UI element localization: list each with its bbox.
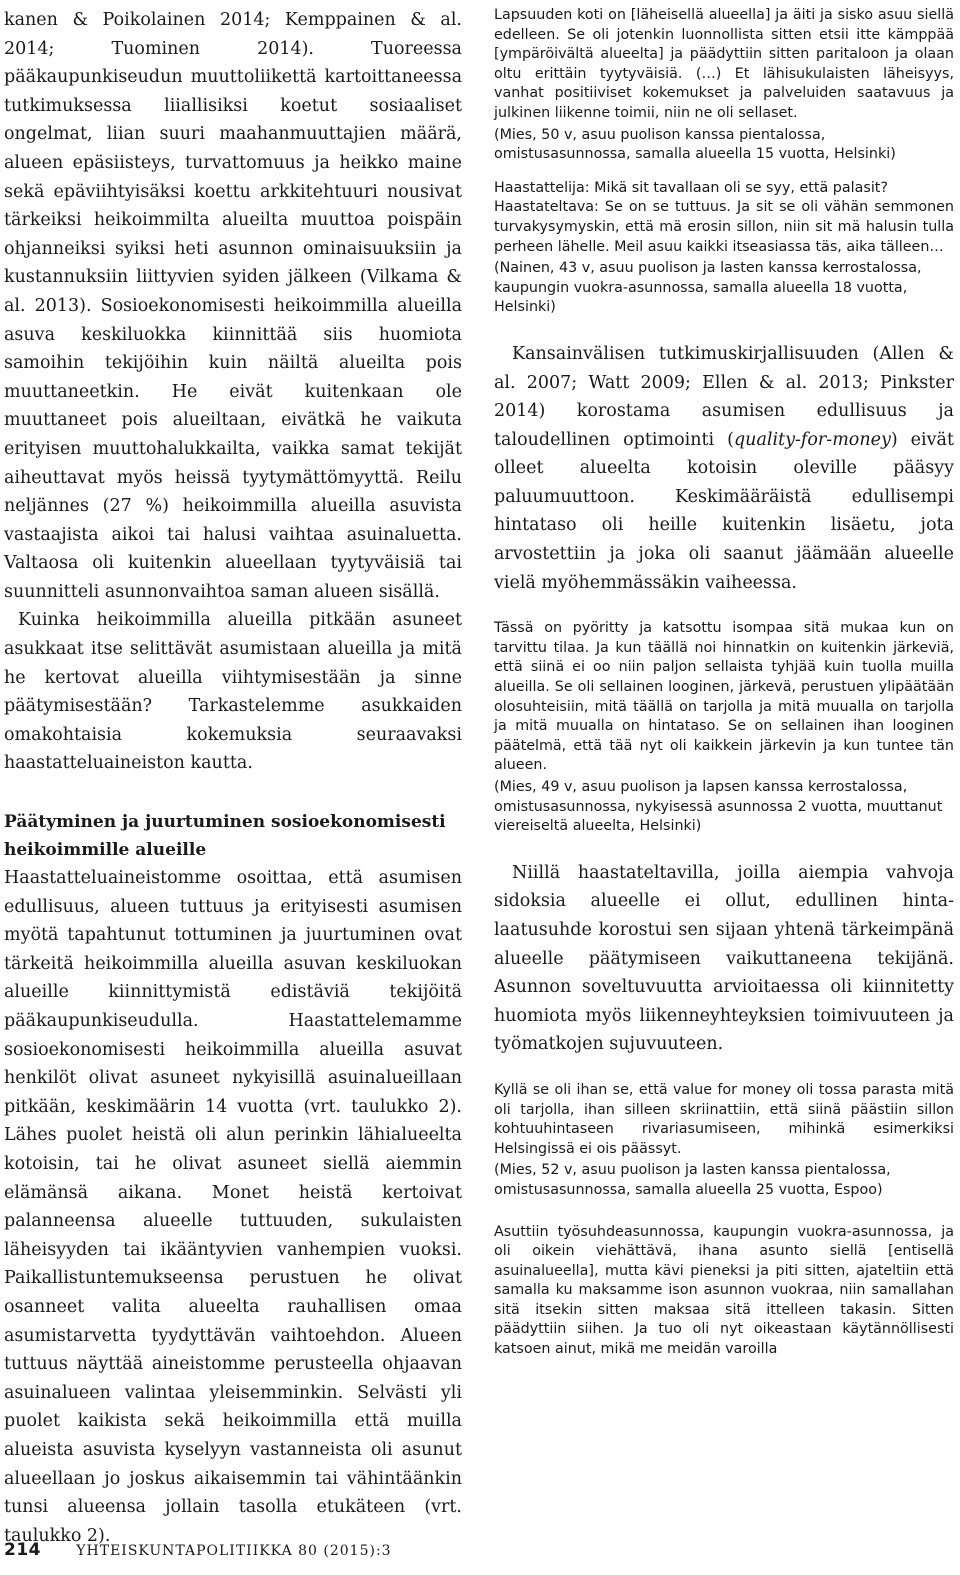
- interview-quote-1: [494, 6, 954, 165]
- emphasis-term: quality-for-money: [733, 429, 891, 450]
- paragraph-text: ) eivät olleet alueelta kotoisin oleville pääsyy paluumuuttoon. Keskimääräistä edullisempi hintataso oli heille kuitenkin lisäetu, jota arvostettiin ja joka oli saanut jäämään alueelle vielä myöhemmässäkin vaiheessa.: [494, 429, 954, 593]
- quote-text: Asuttiin työsuhdeasunnossa, kaupungin vuokra-asunnossa, ja oli oikein viehättävä, ihana asunto siellä [entisellä asuinalueella], mutta kävi pieneksi ja piti sitten, ajateltiin että samalla ku maksamme ison asunnon vuokraa, niin samallahan sitä itsekin sitten maksaa sitä ittelleen takasin. Sitten päädyttiin siihen. Ja tuo oli nyt oikeastaan käytännöllisesti katsoen ainut, mikä me meidän varoilla: [494, 1223, 954, 1358]
- quote-attribution: (Mies, 50 v, asuu puolison kanssa pientalossa, omistusasunnossa, samalla alueella 15 vuotta, Helsinki): [494, 126, 896, 163]
- paragraph-text: Kansainvälisen tutkimuskirjallisuuden (Allen & al. 2007; Watt 2009; Ellen & al. 2013; Pinkster 2014) korostama asumisen edullisuus ja taloudellinen optimointi (: [494, 343, 954, 450]
- paragraph-text: Niillä haastateltavilla, joilla aiempia vahvoja sidoksia alueelle ei ollut, edullinen hinta-laatusuhde korostui sen sijaan yhtenä tärkeimpänä alueelle päätymiseen vaikuttaneena tekijänä. Asunnon soveltuvuutta arvioitaessa oli kiinnitetty huomiota myös liikenneyhteyksien toimivuuteen ja työmatkojen sujuvuuteen.: [494, 862, 954, 1055]
- quote-attribution: (Mies, 49 v, asuu puolison ja lapsen kanssa kerrostalossa, omistusasunnossa, nykyisessä asunnossa 2 vuotta, muuttanut viereiseltä alueelta, Helsinki): [494, 779, 943, 835]
- quote-text: Lapsuuden koti on [läheisellä alueella] ja äiti ja sisko asuu siellä edelleen. Se oli jotenkin luonnollista sitten etsii itte kämppää [ympäröivältä alueelta] ja päädyttiin sitten paritaloon ja olaan oltu erittäin tyytyväisiä. (…) Et lähisukulaisten läheisyys, vanhat positiiviset kokemukset ja palveluiden saatavuus ja julkinen liikenne toimii, niin ne oli sellaset.: [494, 7, 954, 121]
- left-column: [4, 6, 462, 1550]
- body-paragraph-3: Haastatteluaineistomme osoittaa, että asumisen edullisuus, alueen tuttuus ja erityisesti asumisen myötä tapahtunut tottuminen ja juurtuminen ovat tärkeitä heikoimmilla alueilla asuvan keskiluokan alueille kiinnittymistä edistäviä tekijöitä pääkaupunkiseudulla. Haastattelemamme sosioekonomisesti heikoimmilla alueilla asuvat henkilöt olivat asuneet nykyisillä asuinalueillaan pitkään, keskimäärin 14 vuotta (vrt. taulukko 2). Lähes puolet heistä oli alun perinkin lähialueelta kotoisin, tai he olivat asuneet siellä aiemmin elämänsä aikana. Monet heistä kertoivat palanneensa alueelle tuttuuden, sukulaisten läheisyyden tai ikääntyvien vanhempien vuoksi. Paikallistuntemukseensa perustuen he olivat osanneet valita alueelta rauhallisen omaa asumistarvetta tyydyttävän vaihtoehdon. Alueen tuttuus näyttää aineistomme perusteella ohjaavan asuinalueen valintaa yleisemminkin. Selvästi yli puolet kaikista sekä heikoimmilla että muilla alueista asuvista kyselyyn vastanneista oli asunut alueellaan jo joskus aikaisemmin tai vähintäänkin tunsi alueensa jollain tasolla etukäteen (vrt. taulukko 2).: [4, 868, 462, 1546]
- body-paragraph-5: [494, 859, 954, 1059]
- interview-quote-5: [494, 1223, 954, 1360]
- quote-text: Haastateltava: Se on se tuttuus. Ja sit se oli vähän semmonen turvakysymyskin, että mä erosin sillon, niin sit mä halusin tulla perheen lähelle. Meil asuu kaikki itseasiassa täs, aika tälleen…: [494, 199, 954, 255]
- interview-quote-4: [494, 1081, 954, 1201]
- page-number: 214: [4, 1540, 41, 1560]
- quote-interviewer-line: Haastattelija: Mikä sit tavallaan oli se syy, että palasit?: [494, 179, 888, 196]
- journal-name: YHTEISKUNTAPOLITIIKKA 80 (2015):3: [76, 1543, 392, 1559]
- section-heading: Päätyminen ja juurtuminen sosioekonomisesti heikoimmille alueille: [4, 812, 446, 861]
- body-paragraph-4: [494, 340, 954, 597]
- interview-quote-3: [494, 619, 954, 837]
- quote-attribution: (Mies, 52 v, asuu puolison ja lasten kanssa pientalossa, omistusasunnossa, samalla alueella 25 vuotta, Espoo): [494, 1162, 891, 1198]
- interview-quote-2: [494, 179, 954, 318]
- page-footer: [4, 1540, 392, 1560]
- body-paragraph-1: kanen & Poikolainen 2014; Kemppainen & al. 2014; Tuominen 2014). Tuoreessa pääkaupunkiseudun muuttoliikettä kartoittaneessa tutkimuksessa liiallisiksi koetut sosiaaliset ongelmat, liian suuri maahanmuuttajien määrä, alueen epäsiisteys, turvattomuus ja heikko maine sekä epäviihtyisäksi koettu arkkitehtuuri nousivat tärkeiksi heikoimmilta alueilta muuttoa poispäin ohjanneiksi syiksi heti asunnon ominaisuuksiin ja kustannuksiin liittyvien syiden jälkeen (Vilkama & al. 2013). Sosioekonomisesti heikoimmilla alueilla asuva keskiluokka kiinnittää siis huomiota samoihin tekijöihin kuin näiltä alueilta pois muuttaneetkin. He eivät kuitenkaan ole muuttaneet pois alueiltaan, eivätkä he vaikuta erityisen muuttohalukkailta, vaikka samat tekijät aiheuttavat myös heissä tyytymättömyyttä. Reilu neljännes (27 %) heikoimmilla alueilla asuvista vastaajista aikoi tai halusi vaihtaa asuinaluetta. Valtaosa oli kuitenkin alueellaan tyytyväisiä tai suunnitteli asunnonvaihtoa saman alueen sisällä.: [4, 10, 462, 602]
- body-paragraph-2: Kuinka heikoimmilla alueilla pitkään asuneet asukkaat itse selittävät asumistaan alueilla ja mitä he kertovat alueilla viihtymisestään ja sinne päätymisestään? Tarkastelemme asukkaiden omakohtaisia kokemuksia seuraavaksi haastatteluaineiston kautta.: [4, 610, 462, 774]
- quote-text: Kyllä se oli ihan se, että value for money oli tossa parasta mitä oli tarjolla, ihan silleen skriinattiin, että siinä päästiin sillon kohtuuhintaseen rivariasumiseen, mihinkä esimerkiksi Helsingissä ei ois päässyt.: [494, 1081, 954, 1157]
- quote-text: Tässä on pyöritty ja katsottu isompaa sitä mukaa kun on tarvittu tilaa. Ja kun täällä noi hinnatkin on kuitenkin järkeviä, että siinä ei oo niin paljon sellaista tyhjää kuin tuolla muilla alueilla. Se oli sellainen looginen, järkevä, perustuen ylipäätään olosuhteisiin, mitä täällä on tarjolla ja mitä muualla on tarjolla ja mitä muualla on hintataso. Se on sellainen ihan looginen päätelmä, että tää nyt oli kaikkein järkevin ja kun tuntee tän alueen.: [494, 620, 954, 774]
- quote-attribution: (Nainen, 43 v, asuu puolison ja lasten kanssa kerrostalossa, kaupungin vuokra-asunnossa, samalla alueella 18 vuotta, Helsinki): [494, 260, 922, 316]
- right-column: [494, 6, 954, 1360]
